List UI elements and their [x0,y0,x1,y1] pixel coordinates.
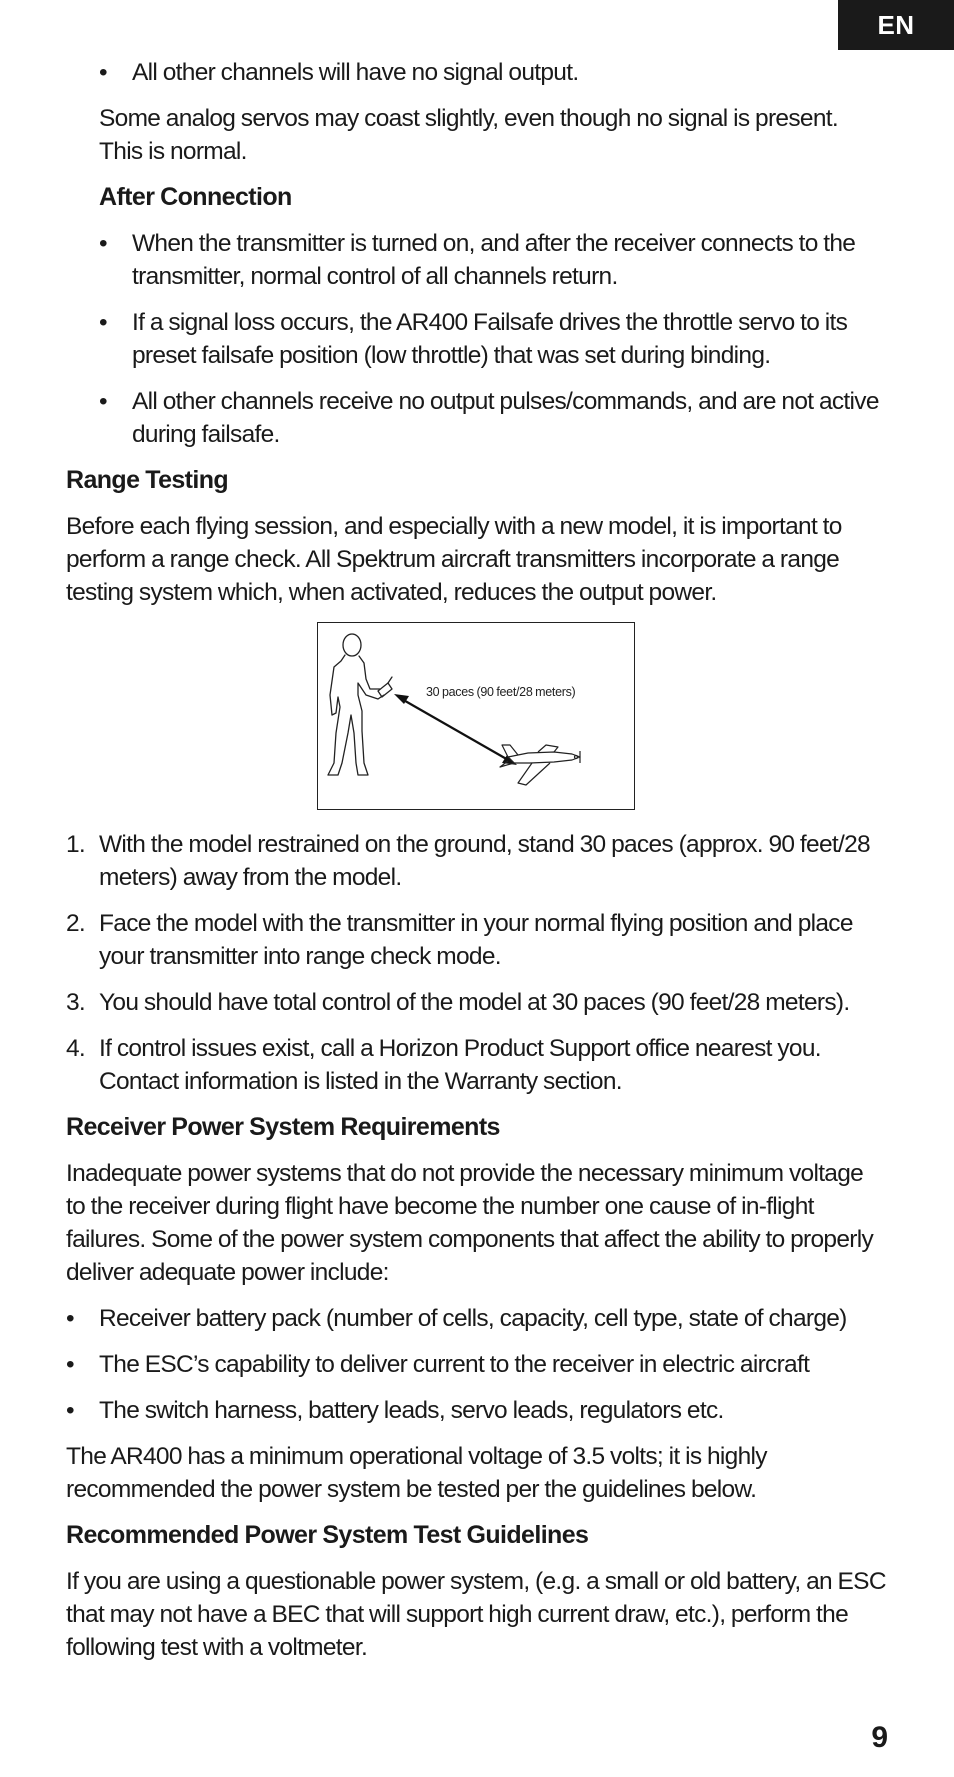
no-signal-list [99,56,886,89]
range-test-illustration [318,623,634,809]
bullet-text: If a signal loss occurs, the AR400 Failsafe drives the throttle servo to its preset failsafe position (low throttle) that was set during binding. [132,309,848,369]
bullet-marker: • [99,230,107,257]
bullet-text: All other channels will have no signal output. [132,59,579,86]
step-number: 3. [66,989,86,1016]
figure-caption: 30 paces (90 feet/28 meters) [426,685,576,699]
bullet-text: Receiver battery pack (number of cells, capacity, cell type, state of charge) [99,1305,847,1332]
language-tab: EN [838,0,954,50]
receiver-power-heading: Receiver Power System Requirements [66,1113,500,1141]
after-connection-heading: After Connection [99,183,292,211]
bullet-marker: • [99,388,107,415]
list-item [99,56,886,89]
bullet-text: All other channels receive no output pulses/commands, and are not active during failsafe. [132,388,879,448]
list-item [66,1302,886,1335]
bullet-marker: • [99,59,107,86]
power-test-text: If you are using a questionable power system, (e.g. a small or old battery, an ESC that may not have a BEC that will support high current draw, etc.), perform the following test with a voltmeter. [66,1568,886,1661]
list-item [66,1348,886,1381]
range-testing-heading: Range Testing [66,466,229,494]
list-item [99,385,886,451]
bullet-marker: • [66,1351,74,1378]
step-text: Face the model with the transmitter in your normal flying position and place your transmitter into range check mode. [99,910,853,970]
bullet-marker: • [66,1305,74,1332]
step-number: 4. [66,1035,86,1062]
list-item [66,907,886,973]
bullet-text: The switch harness, battery leads, servo leads, regulators etc. [99,1397,724,1424]
after-connection-list [99,227,886,451]
list-item [99,227,886,293]
person-illustration [328,634,392,775]
page-number: 9 [871,1721,888,1754]
distance-arrow [394,694,517,765]
list-item [99,306,886,372]
page-content [66,56,886,1677]
bullet-text: The ESC’s capability to deliver current to the receiver in electric aircraft [99,1351,810,1378]
step-text: You should have total control of the model at 30 paces (90 feet/28 meters). [99,989,850,1016]
step-number: 2. [66,910,86,937]
bullet-marker: • [66,1397,74,1424]
step-text: With the model restrained on the ground, stand 30 paces (approx. 90 feet/28 meters) away from the model. [99,831,870,891]
receiver-power-intro: Inadequate power systems that do not provide the necessary minimum voltage to the receiver during flight have become the number one cause of in-flight failures. Some of the power system components that affect the ability to properly deliver adequate power include: [66,1160,874,1286]
receiver-power-outro: The AR400 has a minimum operational voltage of 3.5 volts; it is highly recommended the power system be tested per the guidelines below. [66,1443,767,1503]
list-item [66,828,886,894]
bullet-marker: • [99,309,107,336]
range-test-steps [66,828,886,1098]
power-test-heading: Recommended Power System Test Guidelines [66,1521,589,1549]
step-number: 1. [66,831,86,858]
range-testing-intro: Before each flying session, and especially with a new model, it is important to perform a range check. All Spektrum aircraft transmitters incorporate a range testing system which, when activated, reduces the output power. [66,513,842,606]
range-test-figure [317,622,635,810]
airplane-illustration [500,745,580,785]
list-item [66,1032,886,1098]
power-components-list [66,1302,886,1427]
coast-note: Some analog servos may coast slightly, even though no signal is present. This is normal. [99,105,838,165]
bullet-text: When the transmitter is turned on, and after the receiver connects to the transmitter, normal control of all channels return. [132,230,856,290]
list-item [66,1394,886,1427]
list-item [66,986,886,1019]
step-text: If control issues exist, call a Horizon Product Support office nearest you. Contact information is listed in the Warranty section. [99,1035,821,1095]
